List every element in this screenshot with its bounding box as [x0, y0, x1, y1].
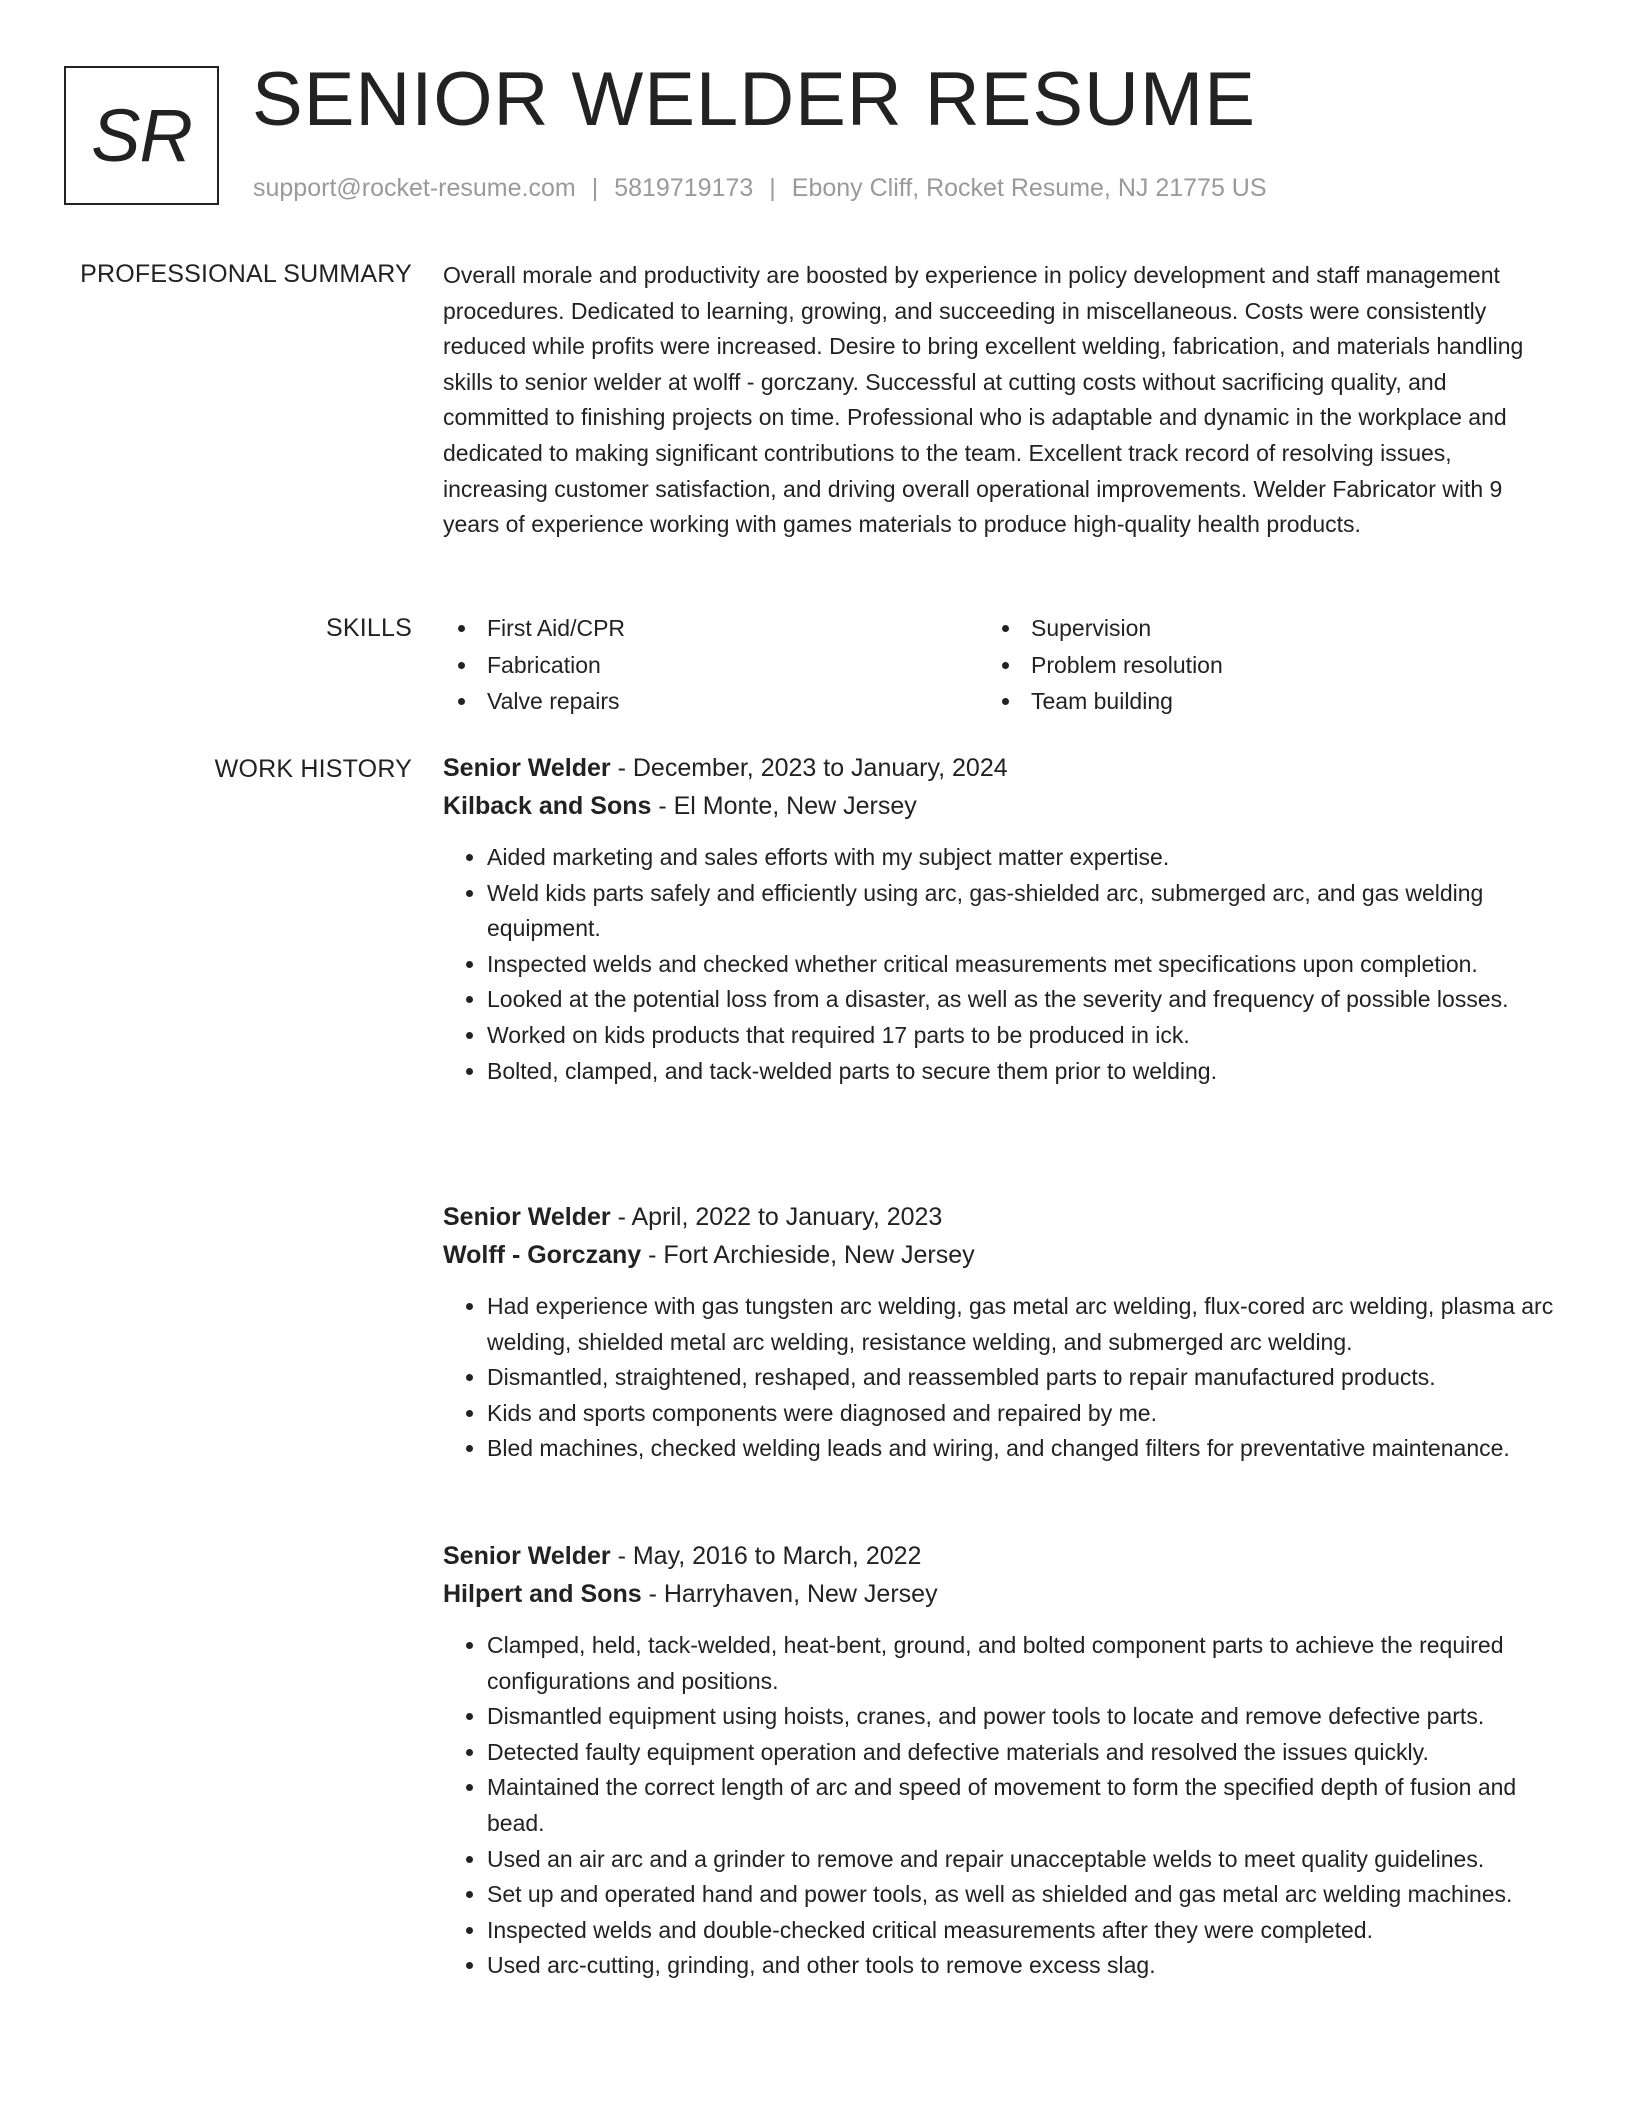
job-title: Senior Welder — [443, 754, 611, 782]
monogram-logo: SR — [64, 66, 219, 205]
job-title-line — [443, 749, 1558, 787]
job-bullet: • Dismantled equipment using hoists, cranes, and power tools to locate and remove defective parts. — [487, 1699, 1558, 1735]
section-label-work-history: WORK HISTORY — [214, 755, 412, 783]
skills-section — [443, 610, 1558, 720]
job-bullet: • Looked at the potential loss from a disaster, as well as the severity and frequency of possible losses. — [487, 982, 1558, 1018]
job-bullet-list — [443, 1628, 1558, 1984]
job-bullet: • Aided marketing and sales efforts with my subject matter expertise. — [487, 840, 1558, 876]
job-title: Senior Welder — [443, 1203, 611, 1231]
job-company-line — [443, 1236, 1558, 1274]
section-label-summary: PROFESSIONAL SUMMARY — [80, 260, 412, 288]
job-bullet: • Detected faulty equipment operation and defective materials and resolved the issues quickly. — [487, 1735, 1558, 1771]
job-entry — [443, 1198, 1558, 1467]
job-bullet: • Clamped, held, tack-welded, heat-bent, ground, and bolted component parts to achieve the required configurations and positions. — [487, 1628, 1558, 1699]
job-company-line — [443, 787, 1558, 825]
job-bullet: • Kids and sports components were diagnosed and repaired by me. — [487, 1396, 1558, 1432]
contact-address: Ebony Cliff, Rocket Resume, NJ 21775 US — [791, 174, 1267, 202]
skill-item: Valve repairs — [443, 683, 987, 720]
contact-separator: | — [769, 174, 776, 202]
job-title-line — [443, 1198, 1558, 1236]
job-bullet: • Used arc-cutting, grinding, and other tools to remove excess slag. — [487, 1948, 1558, 1984]
job-bullet: • Used an air arc and a grinder to remove and repair unacceptable welds to meet quality guidelines. — [487, 1842, 1558, 1878]
contact-email[interactable]: support@rocket-resume.com — [253, 174, 576, 202]
job-bullet: • Inspected welds and double-checked critical measurements after they were completed. — [487, 1913, 1558, 1949]
job-company: Wolff - Gorczany — [443, 1241, 642, 1269]
skill-item: Team building — [987, 683, 1531, 720]
job-location: - Fort Archieside, New Jersey — [641, 1241, 975, 1269]
job-dates: - May, 2016 to March, 2022 — [610, 1542, 922, 1570]
summary-section — [443, 258, 1558, 543]
skill-item: First Aid/CPR — [443, 610, 987, 647]
job-bullet: • Weld kids parts safely and efficiently using arc, gas-shielded arc, submerged arc, and gas welding equipment. — [487, 876, 1558, 947]
job-company: Kilback and Sons — [443, 792, 652, 820]
job-bullet: • Worked on kids products that required 17 parts to be produced in ick. — [487, 1018, 1558, 1054]
job-bullet: • Had experience with gas tungsten arc welding, gas metal arc welding, flux-cored arc welding, plasma arc welding, shielded metal arc welding, resistance welding, and submerged arc welding. — [487, 1289, 1558, 1360]
job-bullet: • Set up and operated hand and power tools, as well as shielded and gas metal arc welding machines. — [487, 1877, 1558, 1913]
job-dates: - April, 2022 to January, 2023 — [610, 1203, 943, 1231]
skill-item: Fabrication — [443, 647, 987, 684]
job-bullet-list — [443, 840, 1558, 1089]
skill-item: Problem resolution — [987, 647, 1531, 684]
job-entry — [443, 749, 1558, 1089]
job-company: Hilpert and Sons — [443, 1580, 642, 1608]
contact-phone[interactable]: 5819719173 — [614, 174, 754, 202]
job-entry — [443, 1537, 1558, 1984]
contact-separator: | — [591, 174, 599, 202]
job-bullet: • Inspected welds and checked whether critical measurements met specifications upon completion. — [487, 947, 1558, 983]
job-title: Senior Welder — [443, 1542, 611, 1570]
job-title-line — [443, 1537, 1558, 1575]
job-bullet: • Bled machines, checked welding leads and wiring, and changed filters for preventative maintenance. — [487, 1431, 1558, 1467]
summary-text: Overall morale and productivity are boosted by experience in policy development and staff management procedures. Dedicated to learning, growing, and succeeding in miscellaneous. Costs were consistently reduced while profits were increased. Desire to bring excellent welding, fabrication, and materials handling skills to senior welder at wolff - gorczany. Successful at cutting costs without sacrificing quality, and committed to finishing projects on time. Professional who is adaptable and dynamic in the workplace and dedicated to making significant contributions to the team. Excellent track record of resolving issues, increasing customer satisfaction, and driving overall operational improvements. Welder Fabricator with 9 years of experience working with games materials to produce high-quality health products. — [443, 262, 1524, 538]
section-label-skills: SKILLS — [326, 614, 412, 642]
skills-list — [443, 610, 1558, 720]
resume-title: SENIOR WELDER RESUME — [252, 57, 1256, 142]
job-location: - Harryhaven, New Jersey — [641, 1580, 938, 1608]
job-dates: - December, 2023 to January, 2024 — [610, 754, 1008, 782]
contact-line — [253, 174, 1267, 203]
job-bullet: • Bolted, clamped, and tack-welded parts to secure them prior to welding. — [487, 1054, 1558, 1090]
job-bullet: • Maintained the correct length of arc and speed of movement to form the specified depth of fusion and bead. — [487, 1770, 1558, 1841]
job-bullet: • Dismantled, straightened, reshaped, and reassembled parts to repair manufactured products. — [487, 1360, 1558, 1396]
skill-item: Supervision — [987, 610, 1531, 647]
job-bullet-list — [443, 1289, 1558, 1467]
job-company-line — [443, 1575, 1558, 1613]
job-location: - El Monte, New Jersey — [651, 792, 917, 820]
